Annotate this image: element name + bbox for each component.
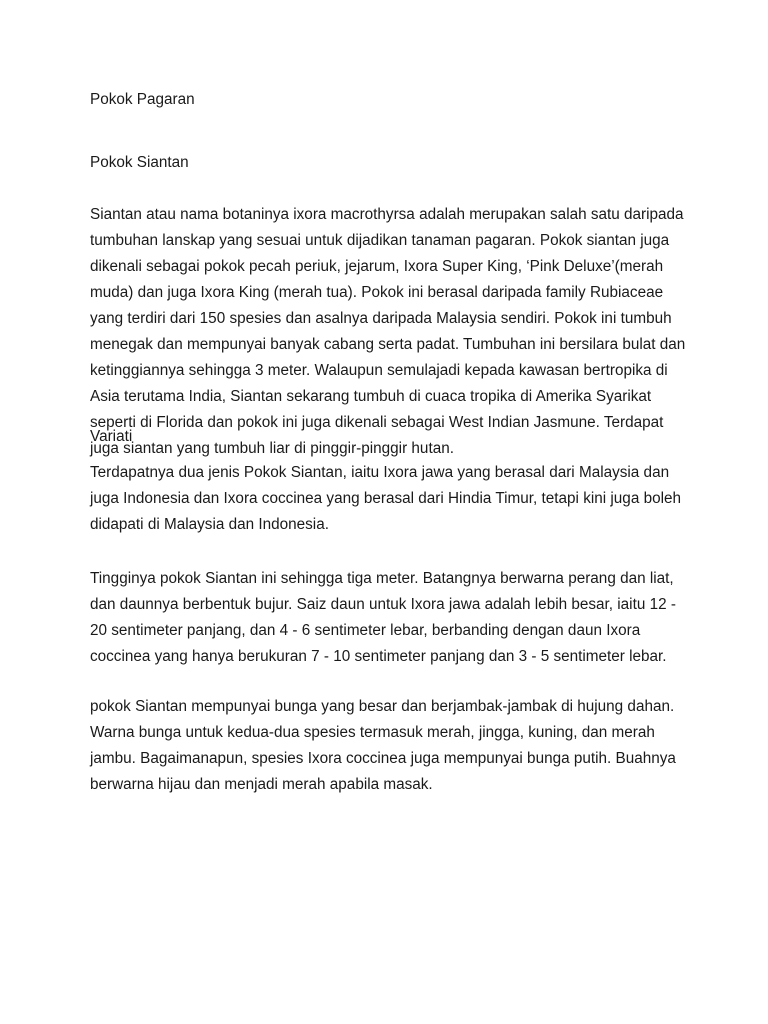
paragraph-height-leaves: Tingginya pokok Siantan ini sehingga tiga meter. Batangnya berwarna perang dan liat, dan daunnya berbentuk bujur. Saiz daun untuk Ixora jawa adalah lebih besar, iaitu 12 - 20 sentimeter panjang, dan 4 - 6 sentimeter lebar, berbanding dengan daun Ixora coccinea yang hanya berukuran 7 - 10 sentimeter panjang dan 3 - 5 sentimeter lebar.: [90, 570, 676, 665]
paragraph-flowers-fruit: pokok Siantan mempunyai bunga yang besar dan berjambak-jambak di hujung dahan. Warna bunga untuk kedua-dua spesies termasuk merah, jingga, kuning, dan merah jambu. Bagaimanapun, spesies Ixora coccinea juga mempunyai bunga putih. Buahnya berwarna hijau dan menjadi merah apabila masak.: [90, 698, 676, 793]
section-heading-variati: Variati: [90, 428, 133, 445]
paragraph-varieties: Terdapatnya dua jenis Pokok Siantan, iaitu Ixora jawa yang berasal dari Malaysia dan juga Indonesia dan Ixora coccinea yang berasal dari Hindia Timur, tetapi kini juga boleh didapati di Malaysia dan Indonesia.: [90, 464, 681, 533]
section-paragraph: Siantan atau nama botaninya ixora macrothyrsa adalah merupakan salah satu daripada tumbuhan lanskap yang sesuai untuk dijadikan tanaman pagaran. Pokok siantan juga dikenali sebagai pokok pecah periuk, jejarum, Ixora Super King, ‘Pink Deluxe’(merah muda) dan juga Ixora King (merah tua). Pokok ini berasal daripada family Rubiaceae yang terdiri dari 150 spesies dan asalnya daripada Malaysia sendiri. Pokok ini tumbuh menegak dan mempunyai banyak cabang serta padat. Tumbuhan ini bersilara bulat dan ketinggiannya sehingga 3 meter. Walaupun semulajadi kepada kawasan bertropika di Asia terutama India, Siantan sekarang tumbuh di cuaca tropika di Amerika Syarikat seperti di Florida dan pokok ini juga dikenali sebagai West Indian Jasmune. Terdapat juga siantan yang tumbuh liar di pinggir-pinggir hutan.: [90, 206, 686, 457]
section-heading: Pokok Siantan: [90, 154, 189, 171]
document-title: Pokok Pagaran: [90, 91, 195, 108]
